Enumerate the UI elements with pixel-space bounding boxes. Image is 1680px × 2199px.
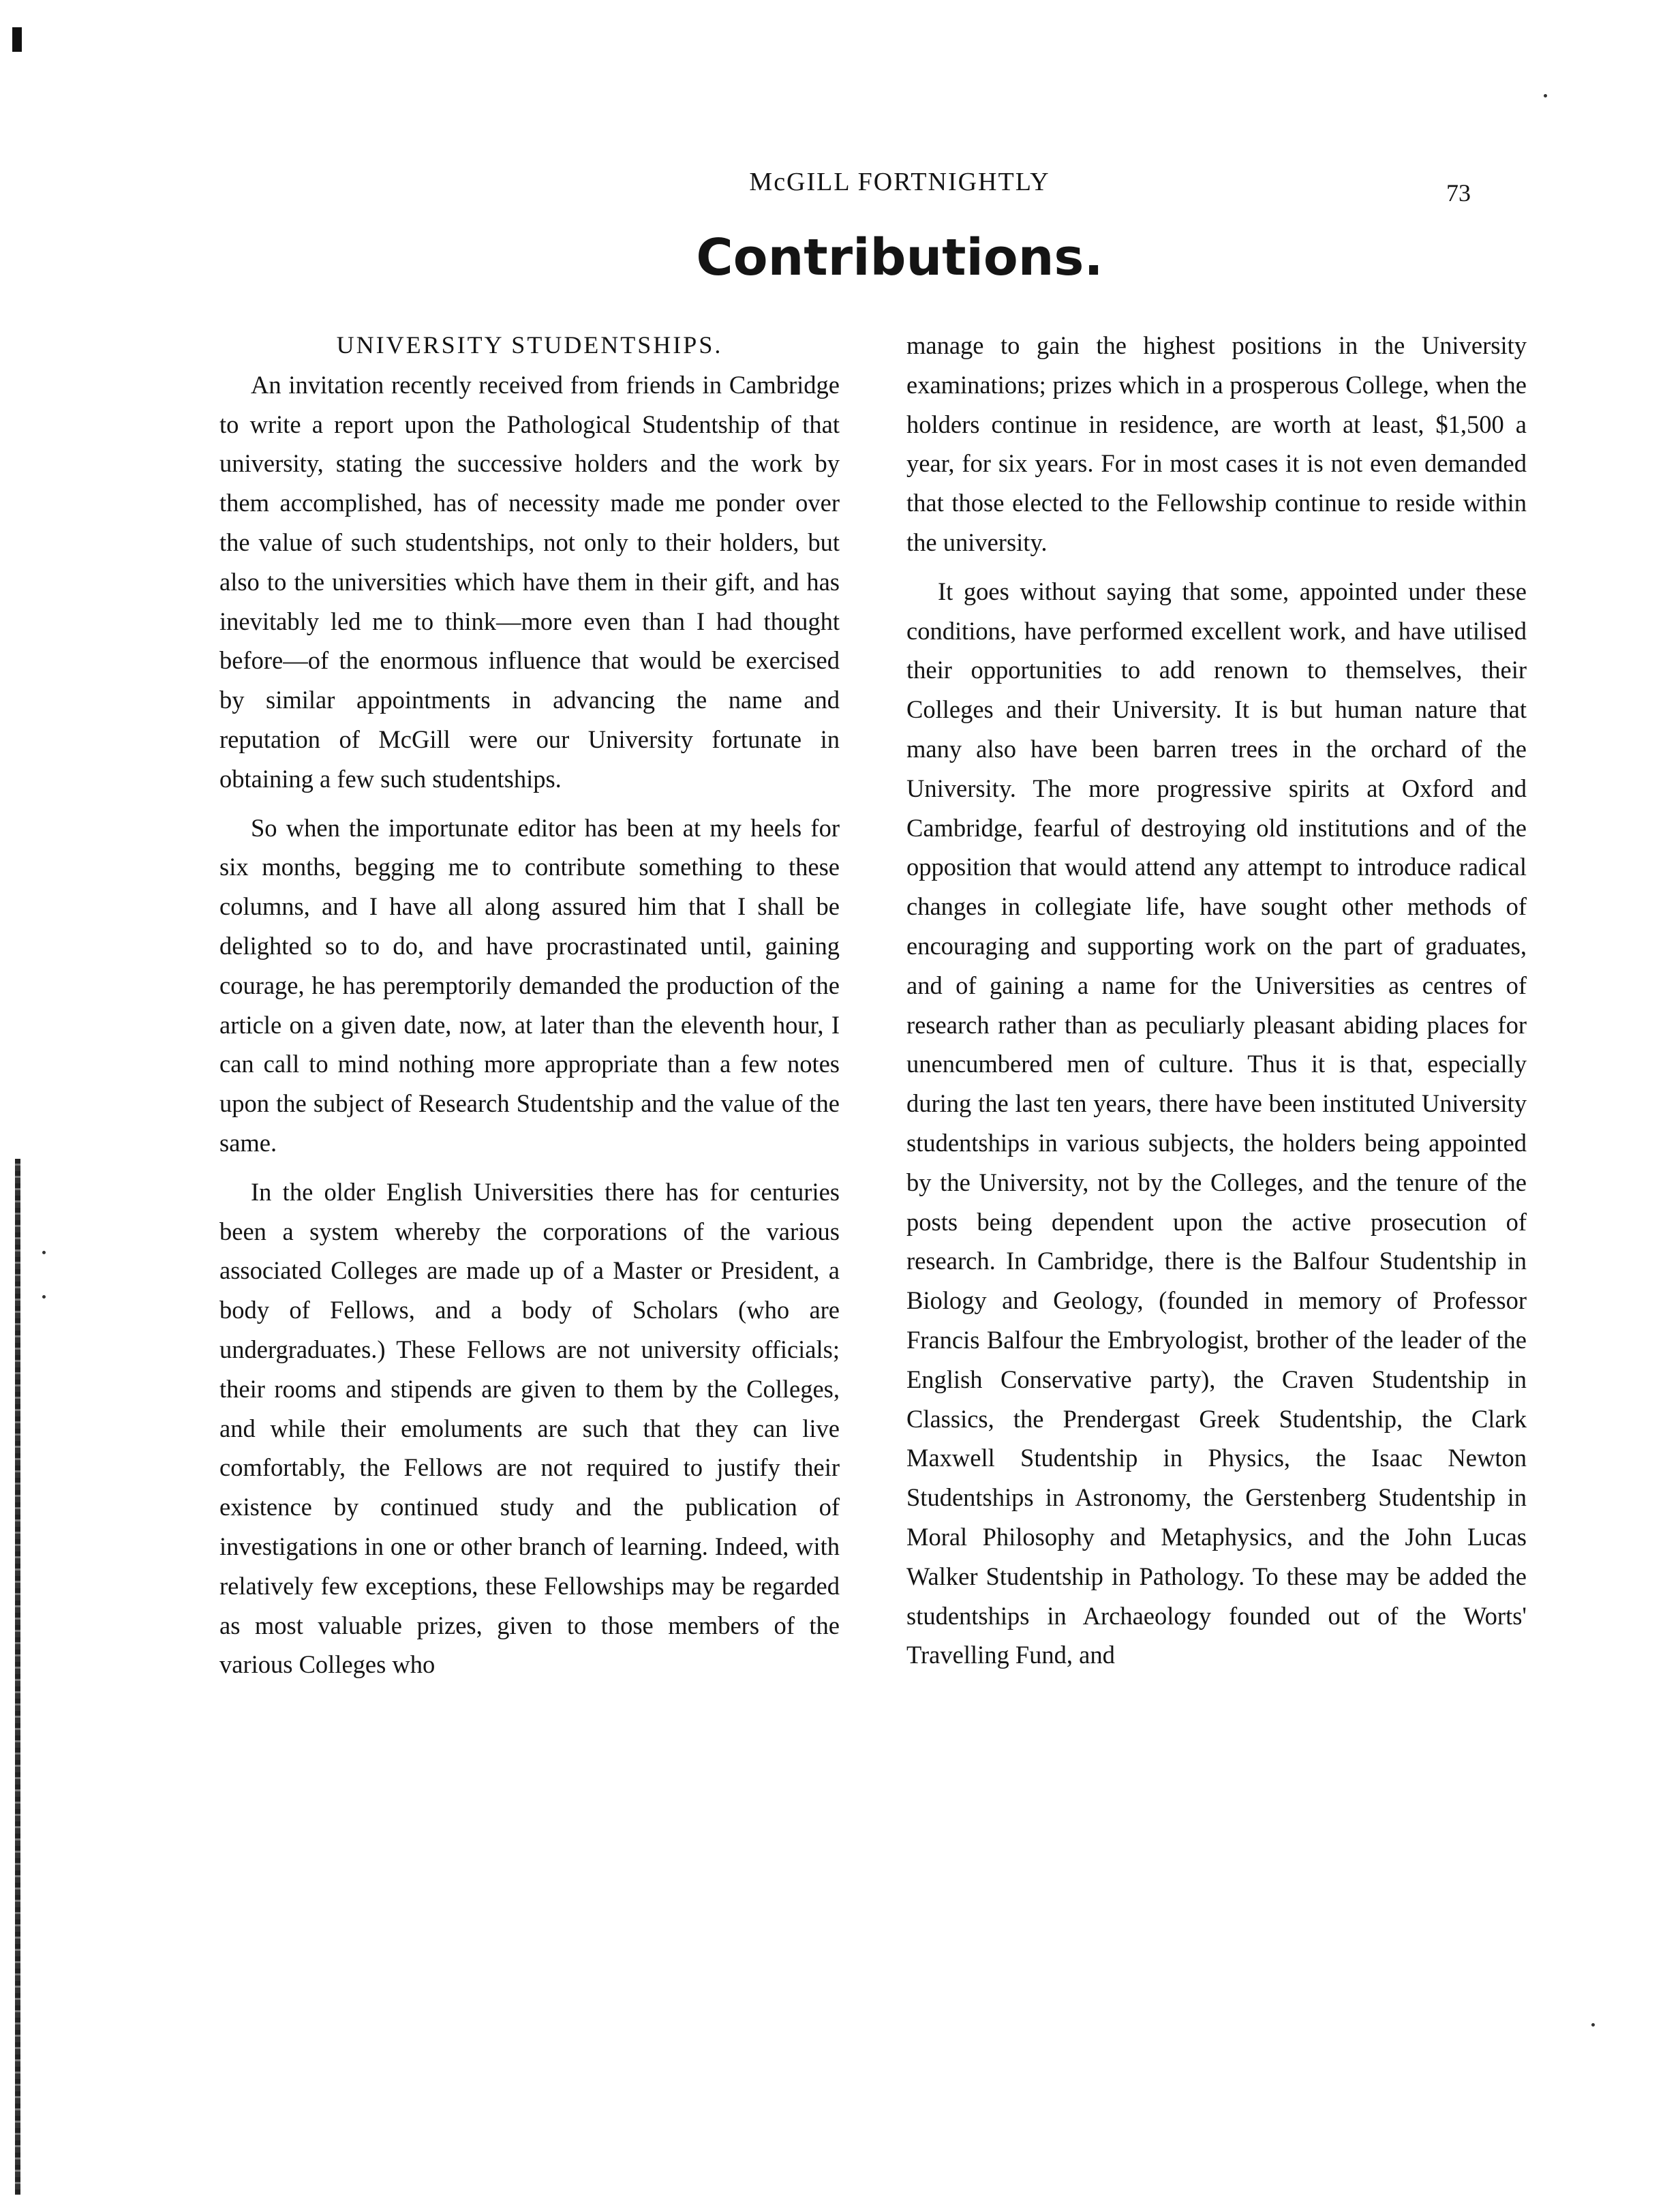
scan-speck — [42, 1251, 46, 1254]
paragraph: In the older English Universities there has for centuries been a system whereby the corporations of the various associated Colleges are made up of a Master or President, a body of Fellows, and a body of Scholars (who are undergraduates.) These Fellows are not university officials; their rooms and stipends are given to them by the Colleges, and while their emoluments are such that they can live comfortably, the Fellows are not required to justify their existence by continued study and the publication of investigations in one or other branch of learning. Indeed, with relatively few exceptions, these Fellowships may be regarded as most valuable prizes, given to those members of the various Colleges who — [219, 1177, 840, 1679]
section-title: Contributions. — [696, 228, 1103, 287]
scan-edge-shadow — [15, 1159, 20, 2195]
right-column — [906, 326, 1527, 1684]
running-header: McGILL FORTNIGHTLY — [749, 168, 1050, 196]
paragraph-continued: manage to gain the highest positions in the University examinations; prizes which in a prosperous College, when the holders continue in residence, are worth at least, $1,500 a year, for six years. For in most cases it is not even demanded that those elected to the Fellowship continue to reside within the university. — [906, 331, 1527, 556]
scan-speck — [1591, 2023, 1595, 2027]
left-column — [219, 326, 840, 1694]
scan-speck — [42, 1295, 46, 1299]
paragraph: An invitation recently received from friends in Cambridge to write a report upon the Pathological Studentship of that university, stating the successive holders and the work by them accomplished, has of necessity made me ponder over the value of such studentships, not only to their holders, but also to the universities which have them in their gift, and has inevitably led me to think—more even than I had thought before—of the enormous influence that would be exercised by similar appointments in advancing the name and reputation of McGill were our University fortunate in obtaining a few such studentships. — [219, 370, 840, 793]
paragraph: It goes without saying that some, appointed under these conditions, have performed excellent work, and have utilised their opportunities to add renown to themselves, their Colleges and their University. It is but human nature that many also have been barren trees in the orchard of the University. The more progressive spirits at Oxford and Cambridge, fearful of destroying old institutions and of the opposition that would attend any attempt to introduce radical changes in collegiate life, have sought other methods of encouraging and supporting work on the part of graduates, and of gaining a name for the Universities as centres of research rather than as peculiarly pleasant abiding places for unencumbered men of culture. Thus it is that, especially during the last ten years, there have been instituted University studentships in various subjects, the holders being appointed by the University, not by the Colleges, and the tenure of the posts being dependent upon the active prosecution of research. In Cambridge, there is the Balfour Studentship in Biology and Geology, (founded in memory of Professor Francis Balfour the Embryologist, brother of the leader of the English Conservative party), the Craven Studentship in Classics, the Prendergast Greek Studentship, the Clark Maxwell Studentship in Physics, the Isaac Newton Studentships in Astronomy, the Gerstenberg Studentship in Moral Philosophy and Metaphysics, and the John Lucas Walker Studentship in Pathology. To these may be added the studentships in Archaeology founded out of the Worts' Travelling Fund, and — [906, 577, 1527, 1669]
page-number: 73 — [1446, 179, 1471, 207]
article-title: UNIVERSITY STUDENTSHIPS. — [336, 331, 723, 359]
paragraph: So when the importunate editor has been at my heels for six months, begging me to contribute something to these columns, and I have all along assured him that I shall be delighted so to do, and have procrastinated until, gaining courage, he has peremptorily demanded the production of the article on a given date, now, at later than the eleventh hour, I can call to mind nothing more appropriate than a few notes upon the subject of Research Studentship and the value of the same. — [219, 813, 840, 1157]
scan-artifact-mark — [12, 27, 22, 52]
scan-speck — [1544, 94, 1547, 97]
